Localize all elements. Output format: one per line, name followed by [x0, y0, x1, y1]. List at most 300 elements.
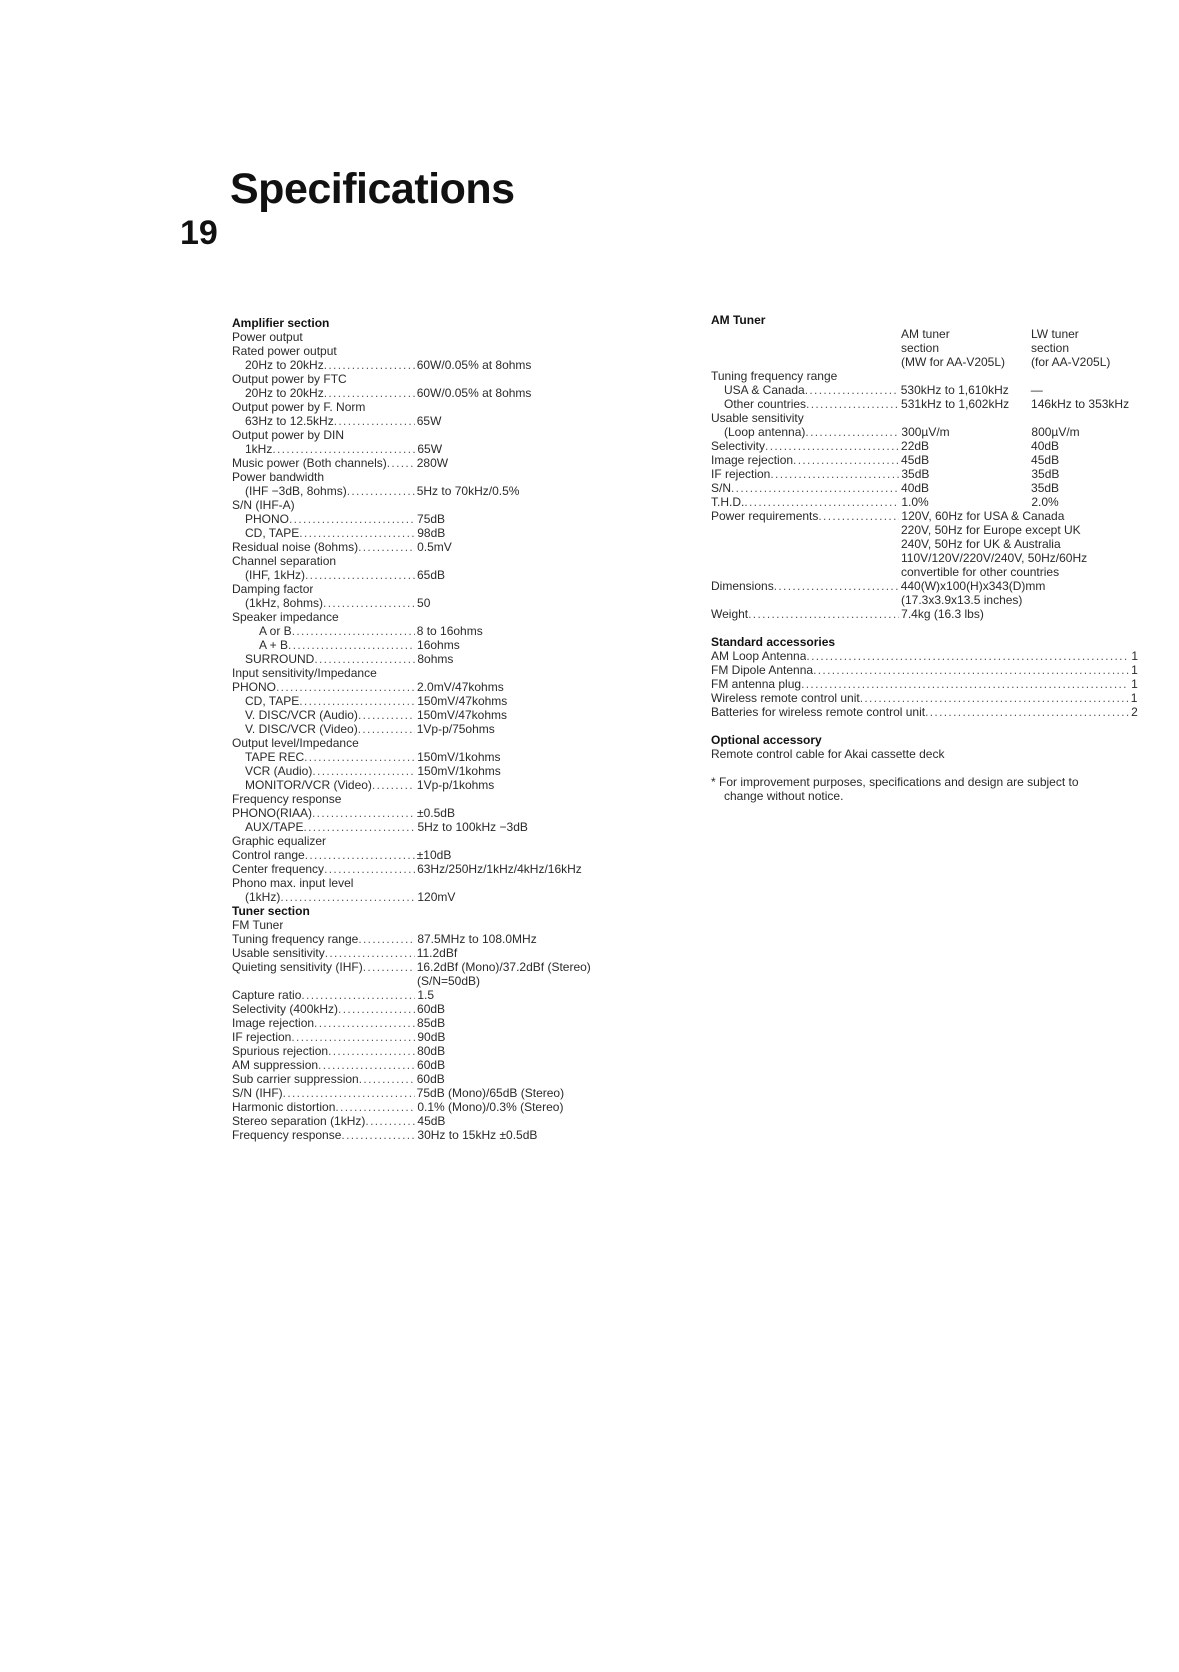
- leader-dots: [303, 820, 415, 834]
- spec-value: 150mV/1kohms: [417, 750, 501, 764]
- spec-value: 0.5mV: [417, 540, 452, 554]
- spec-value: 80dB: [417, 1044, 446, 1058]
- leader-dots: [806, 649, 1129, 663]
- spec-label: A + B: [259, 638, 289, 652]
- tuner-heading: Tuner section: [232, 904, 310, 918]
- accessory-row: [711, 649, 1145, 663]
- spec-row: [232, 582, 652, 596]
- leader-dots: [334, 414, 415, 428]
- spec-label: CD, TAPE: [245, 694, 300, 708]
- spec-value: 8ohms: [417, 652, 454, 666]
- leader-dots: [324, 386, 415, 400]
- spec-row: [232, 722, 652, 736]
- leader-dots: [318, 1058, 415, 1072]
- lw-column-header: LW tuner: [1031, 327, 1079, 341]
- spec-value: 5Hz to 100kHz −3dB: [417, 820, 528, 834]
- spec-value: 16ohms: [417, 638, 460, 652]
- spec-row: [232, 848, 652, 862]
- spec-row: [232, 918, 652, 932]
- spec-value: 60dB: [416, 1072, 445, 1086]
- spec-value: 65W: [417, 442, 443, 456]
- spec-value: 1.5: [417, 988, 435, 1002]
- accessory-label: FM Dipole Antenna: [711, 663, 814, 677]
- leader-dots: [358, 708, 415, 722]
- accessory-label: AM Loop Antenna: [711, 649, 807, 663]
- spec-value: 120V, 60Hz for USA & Canada: [901, 509, 1065, 523]
- lw-column-header: (for AA-V205L): [1031, 355, 1111, 369]
- amplifier-spec-list: [232, 330, 652, 904]
- spec-label: T.H.D.: [711, 495, 745, 509]
- spec-row: [232, 1030, 652, 1044]
- spec-value: 150mV/1kohms: [417, 764, 501, 778]
- spec-row: [232, 778, 652, 792]
- spec-value: 65W: [416, 414, 442, 428]
- spec-label: Harmonic distortion: [232, 1100, 336, 1114]
- spec-value-lw: 35dB: [1031, 481, 1060, 495]
- spec-label: Damping factor: [232, 582, 314, 596]
- spec-row: [232, 330, 652, 344]
- spec-row: [711, 467, 1145, 481]
- leader-dots: [301, 988, 415, 1002]
- leader-dots: [291, 1030, 415, 1044]
- spec-label: 1kHz: [245, 442, 273, 456]
- spec-row: [232, 764, 652, 778]
- lw-column-header: section: [1031, 341, 1070, 355]
- spec-label: Output level/Impedance: [232, 736, 359, 750]
- spec-label: Residual noise (8ohms): [232, 540, 359, 554]
- spec-label: Image rejection: [711, 453, 794, 467]
- spec-label: (Loop antenna): [724, 425, 806, 439]
- leader-dots: [358, 722, 415, 736]
- spec-label: Frequency response: [232, 792, 342, 806]
- spec-label: IF rejection: [711, 467, 771, 481]
- spec-row: [232, 988, 652, 1002]
- spec-row: [232, 638, 652, 652]
- spec-value: 65dB: [417, 568, 446, 582]
- spec-value: 150mV/47kohms: [416, 708, 507, 722]
- leader-dots: [860, 691, 1129, 705]
- spec-value: 1Vp-p/1kohms: [416, 778, 495, 792]
- spec-value: 22dB: [901, 439, 930, 453]
- accessory-label: Batteries for wireless remote control unit: [711, 705, 926, 719]
- leader-dots: [748, 607, 899, 621]
- spec-value: 63Hz/250Hz/1kHz/4kHz/16kHz: [417, 862, 582, 876]
- leader-dots: [744, 495, 899, 509]
- am-tuner-spec-list: [711, 369, 1145, 621]
- leader-dots: [805, 383, 899, 397]
- spec-value: 45dB: [901, 453, 930, 467]
- spec-value: 120mV: [417, 890, 456, 904]
- spec-label: Weight: [711, 607, 749, 621]
- spec-row: [711, 411, 1145, 425]
- leader-dots: [280, 890, 415, 904]
- spec-label: (1kHz, 8ohms): [245, 596, 324, 610]
- spec-value: 440(W)x100(H)x343(D)mm: [900, 579, 1046, 593]
- spec-value: 75dB: [417, 512, 446, 526]
- column-header-row: [711, 341, 1145, 355]
- spec-row: [711, 383, 1145, 397]
- spec-value: 90dB: [417, 1030, 446, 1044]
- spec-label: Usable sensitivity: [711, 411, 804, 425]
- spec-label: Stereo separation (1kHz): [232, 1114, 366, 1128]
- spec-label: PHONO: [245, 512, 290, 526]
- spec-row: [232, 1114, 652, 1128]
- tuner-spec-list: [232, 918, 652, 1142]
- leader-dots: [341, 1128, 415, 1142]
- spec-value: 35dB: [901, 467, 930, 481]
- accessory-row: [711, 705, 1145, 719]
- leader-dots: [818, 509, 899, 523]
- left-column: [232, 316, 652, 1142]
- spec-row: [232, 652, 652, 666]
- spec-row: [232, 470, 652, 484]
- spec-label: V. DISC/VCR (Video): [245, 722, 358, 736]
- accessory-qty: 2: [1131, 705, 1138, 719]
- leader-dots: [711, 523, 901, 537]
- spec-label: Tuning frequency range: [232, 932, 359, 946]
- leader-dots: [338, 1002, 415, 1016]
- spec-row: [232, 1044, 652, 1058]
- spec-row: [232, 666, 652, 680]
- spec-label: S/N (IHF): [232, 1086, 283, 1100]
- leader-dots: [358, 932, 415, 946]
- spec-row: [232, 932, 652, 946]
- am-column-headers: [711, 327, 1145, 369]
- spec-row: [232, 484, 652, 498]
- spec-row: [232, 834, 652, 848]
- spec-label: 63Hz to 12.5kHz: [245, 414, 334, 428]
- accessory-qty: 1: [1131, 663, 1138, 677]
- spec-value: 530kHz to 1,610kHz: [900, 383, 1009, 397]
- spec-value: 45dB: [417, 1114, 446, 1128]
- spec-value: 60dB: [417, 1002, 446, 1016]
- leader-dots: [711, 537, 901, 551]
- spec-row: [711, 453, 1145, 467]
- spec-row: [232, 1058, 652, 1072]
- leader-dots: [299, 694, 415, 708]
- spec-row: [232, 820, 652, 834]
- spec-label: (1kHz): [245, 890, 281, 904]
- spec-label: Rated power output: [232, 344, 337, 358]
- spec-row: [232, 526, 652, 540]
- spec-row: [711, 537, 1145, 551]
- spec-row: [232, 806, 652, 820]
- spec-row: [711, 397, 1145, 411]
- am-column-header: section: [901, 341, 940, 355]
- accessory-label: Wireless remote control unit: [711, 691, 860, 705]
- spec-value-lw: 35dB: [1031, 467, 1060, 481]
- spec-row: [232, 1128, 652, 1142]
- spec-label: Dimensions: [711, 579, 774, 593]
- accessory-row: [711, 677, 1145, 691]
- spec-label: AM suppression: [232, 1058, 319, 1072]
- spec-value: 40dB: [901, 481, 930, 495]
- spec-row: [711, 593, 1145, 607]
- spec-value: 8 to 16ohms: [416, 624, 483, 638]
- spec-label: Center frequency: [232, 862, 325, 876]
- spec-value: 5Hz to 70kHz/0.5%: [416, 484, 520, 498]
- spec-label: Phono max. input level: [232, 876, 354, 890]
- spec-label: Capture ratio: [232, 988, 302, 1002]
- spec-value: (17.3x3.9x13.5 inches): [901, 593, 1023, 607]
- leader-dots: [801, 677, 1129, 691]
- leader-dots: [289, 512, 415, 526]
- leader-dots: [323, 596, 415, 610]
- spec-label: (IHF, 1kHz): [245, 568, 305, 582]
- spec-label: Usable sensitivity: [232, 946, 325, 960]
- leader-dots: [765, 439, 899, 453]
- spec-value: 280W: [416, 456, 449, 470]
- spec-row: [232, 694, 652, 708]
- spec-label: (IHF −3dB, 8ohms): [245, 484, 347, 498]
- spec-value: 1.0%: [901, 495, 929, 509]
- spec-value: ±0.5dB: [417, 806, 455, 820]
- leader-dots: [325, 946, 415, 960]
- spec-row: [232, 680, 652, 694]
- spec-label: Output power by F. Norm: [232, 400, 366, 414]
- spec-label: Tuning frequency range: [711, 369, 838, 383]
- accessories-heading: Standard accessories: [711, 635, 836, 649]
- spec-label: Selectivity: [711, 439, 766, 453]
- leader-dots: [232, 974, 417, 988]
- spec-row: [711, 439, 1145, 453]
- leader-dots: [314, 1016, 415, 1030]
- leader-dots: [347, 484, 415, 498]
- spec-value: (S/N=50dB): [417, 974, 481, 988]
- leader-dots: [711, 551, 901, 565]
- spec-label: Control range: [232, 848, 305, 862]
- accessory-row: [711, 663, 1145, 677]
- leader-dots: [324, 862, 415, 876]
- spec-value: 1Vp-p/75ohms: [416, 722, 495, 736]
- leader-dots: [806, 397, 899, 411]
- spec-row: [711, 481, 1145, 495]
- spec-row: [711, 565, 1145, 579]
- leader-dots: [299, 526, 415, 540]
- spec-row: [711, 523, 1145, 537]
- spec-value: convertible for other countries: [901, 565, 1060, 579]
- leader-dots: [711, 593, 901, 607]
- spec-row: [232, 890, 652, 904]
- spec-value: 87.5MHz to 108.0MHz: [417, 932, 537, 946]
- spec-value: 85dB: [417, 1016, 446, 1030]
- spec-value: 0.1% (Mono)/0.3% (Stereo): [417, 1100, 564, 1114]
- spec-label: Selectivity (400kHz): [232, 1002, 339, 1016]
- spec-label: Frequency response: [232, 1128, 342, 1142]
- spec-label: Spurious rejection: [232, 1044, 329, 1058]
- spec-row: [232, 596, 652, 610]
- spec-label: Channel separation: [232, 554, 337, 568]
- spec-label: MONITOR/VCR (Video): [245, 778, 372, 792]
- spec-label: PHONO: [232, 680, 277, 694]
- accessory-qty: 1: [1131, 649, 1139, 663]
- spec-label: Output power by FTC: [232, 372, 347, 386]
- spec-label: CD, TAPE: [245, 526, 300, 540]
- spec-row: [232, 400, 652, 414]
- leader-dots: [731, 481, 899, 495]
- spec-value: 16.2dBf (Mono)/37.2dBf (Stereo): [416, 960, 591, 974]
- accessory-qty: 1: [1131, 677, 1138, 691]
- spec-row: [232, 792, 652, 806]
- spec-row: [232, 624, 652, 638]
- spec-value: 50: [417, 596, 431, 610]
- spec-row: [232, 540, 652, 554]
- spec-row: [232, 1072, 652, 1086]
- spec-label: IF rejection: [232, 1030, 292, 1044]
- spec-label: Power bandwidth: [232, 470, 325, 484]
- spec-row: [232, 568, 652, 582]
- spec-label: Output power by DIN: [232, 428, 345, 442]
- spec-label: Graphic equalizer: [232, 834, 327, 848]
- spec-row: [232, 372, 652, 386]
- spec-value-lw: 2.0%: [1031, 495, 1059, 509]
- spec-label: Speaker impedance: [232, 610, 339, 624]
- column-header-row: [711, 327, 1145, 341]
- leader-dots: [793, 453, 899, 467]
- spec-row: [232, 498, 652, 512]
- leader-dots: [358, 540, 415, 554]
- spec-row: [232, 1100, 652, 1114]
- spec-value: 531kHz to 1,602kHz: [901, 397, 1010, 411]
- leader-dots: [770, 467, 899, 481]
- leader-dots: [925, 705, 1129, 719]
- spec-label: V. DISC/VCR (Audio): [245, 708, 358, 722]
- spec-row: [711, 495, 1145, 509]
- spec-value-lw: 800µV/m: [1031, 425, 1080, 439]
- note-line-2: change without notice.: [724, 789, 844, 803]
- spec-row: [232, 946, 652, 960]
- spec-value: 220V, 50Hz for Europe except UK: [901, 523, 1081, 537]
- spec-label: TAPE REC: [245, 750, 305, 764]
- spec-value-lw: 45dB: [1031, 453, 1060, 467]
- leader-dots: [304, 750, 415, 764]
- spec-label: USA & Canada: [724, 383, 805, 397]
- leader-dots: [805, 425, 899, 439]
- spec-value: 11.2dBf: [416, 946, 458, 960]
- leader-dots: [276, 680, 415, 694]
- spec-row: [232, 736, 652, 750]
- spec-row: [711, 551, 1145, 565]
- accessory-qty: 1: [1130, 691, 1138, 705]
- leader-dots: [774, 579, 899, 593]
- am-tuner-heading: AM Tuner: [711, 313, 766, 327]
- spec-label: Power output: [232, 330, 303, 344]
- leader-dots: [312, 764, 415, 778]
- spec-row: [232, 750, 652, 764]
- spec-row: [232, 1086, 652, 1100]
- spec-label: 20Hz to 20kHz: [245, 386, 324, 400]
- spec-value: 60dB: [417, 1058, 446, 1072]
- spec-value: 98dB: [417, 526, 446, 540]
- spec-label: AUX/TAPE: [245, 820, 304, 834]
- spec-value: 240V, 50Hz for UK & Australia: [901, 537, 1061, 551]
- spec-label: S/N: [711, 481, 732, 495]
- spec-row: [711, 579, 1145, 593]
- spec-value-lw: 40dB: [1031, 439, 1060, 453]
- spec-label: Input sensitivity/Impedance: [232, 666, 377, 680]
- accessory-row: [711, 691, 1145, 705]
- spec-label: VCR (Audio): [245, 764, 313, 778]
- leader-dots: [288, 638, 415, 652]
- spec-row: [711, 607, 1145, 621]
- amplifier-heading: Amplifier section: [232, 316, 330, 330]
- leader-dots: [312, 806, 415, 820]
- spec-row: [232, 554, 652, 568]
- spec-label: PHONO(RIAA): [232, 806, 313, 820]
- leader-dots: [372, 778, 415, 792]
- spec-label: FM Tuner: [232, 918, 284, 932]
- spec-row: [232, 512, 652, 526]
- spec-row: [232, 876, 652, 890]
- leader-dots: [335, 1100, 415, 1114]
- spec-row: [232, 708, 652, 722]
- spec-value: 2.0mV/47kohms: [417, 680, 504, 694]
- spec-value: 150mV/47kohms: [417, 694, 508, 708]
- accessory-label: FM antenna plug: [711, 677, 802, 691]
- leader-dots: [314, 652, 415, 666]
- spec-row: [232, 960, 652, 974]
- leader-dots: [365, 1114, 415, 1128]
- leader-dots: [292, 624, 415, 638]
- spec-label: Quieting sensitivity (IHF): [232, 960, 363, 974]
- leader-dots: [305, 848, 415, 862]
- leader-dots: [272, 442, 415, 456]
- note-line-1: * For improvement purposes, specifications and design are subject to: [711, 775, 1079, 789]
- spec-row: [232, 358, 652, 372]
- right-column: [711, 313, 1145, 803]
- leader-dots: [324, 358, 415, 372]
- leader-dots: [813, 663, 1129, 677]
- spec-value-lw: —: [1030, 383, 1043, 397]
- optional-heading: Optional accessory: [711, 733, 822, 747]
- page-title: Specifications: [230, 165, 515, 213]
- spec-value-lw: 146kHz to 353kHz: [1031, 397, 1130, 411]
- spec-value: 60W/0.05% at 8ohms: [416, 386, 532, 400]
- spec-row: [232, 442, 652, 456]
- spec-label: Power requirements: [711, 509, 819, 523]
- leader-dots: [711, 565, 901, 579]
- page-number: 19: [180, 214, 218, 252]
- leader-dots: [328, 1044, 415, 1058]
- leader-dots: [387, 456, 415, 470]
- leader-dots: [305, 568, 415, 582]
- spec-row: [232, 862, 652, 876]
- spec-row: [232, 428, 652, 442]
- leader-dots: [363, 960, 415, 974]
- spec-label: 20Hz to 20kHz: [245, 358, 324, 372]
- spec-value: 110V/120V/220V/240V, 50Hz/60Hz: [901, 551, 1088, 565]
- am-column-header: (MW for AA-V205L): [901, 355, 1006, 369]
- spec-row: [232, 386, 652, 400]
- spec-value: 30Hz to 15kHz ±0.5dB: [417, 1128, 538, 1142]
- spec-row: [711, 425, 1145, 439]
- spec-row: [711, 509, 1145, 523]
- spec-label: A or B: [259, 624, 292, 638]
- leader-dots: [359, 1072, 415, 1086]
- accessories-list: [711, 649, 1145, 719]
- spec-row: [232, 344, 652, 358]
- optional-text: Remote control cable for Akai cassette deck: [711, 747, 945, 761]
- spec-row: [711, 369, 1145, 383]
- spec-value: 300µV/m: [901, 425, 950, 439]
- spec-value: 60W/0.05% at 8ohms: [416, 358, 532, 372]
- spec-row: [232, 414, 652, 428]
- spec-value: ±10dB: [416, 848, 452, 862]
- spec-label: Music power (Both channels): [232, 456, 387, 470]
- column-header-row: [711, 355, 1145, 369]
- spec-label: SURROUND: [245, 652, 315, 666]
- spec-label: S/N (IHF-A): [232, 498, 295, 512]
